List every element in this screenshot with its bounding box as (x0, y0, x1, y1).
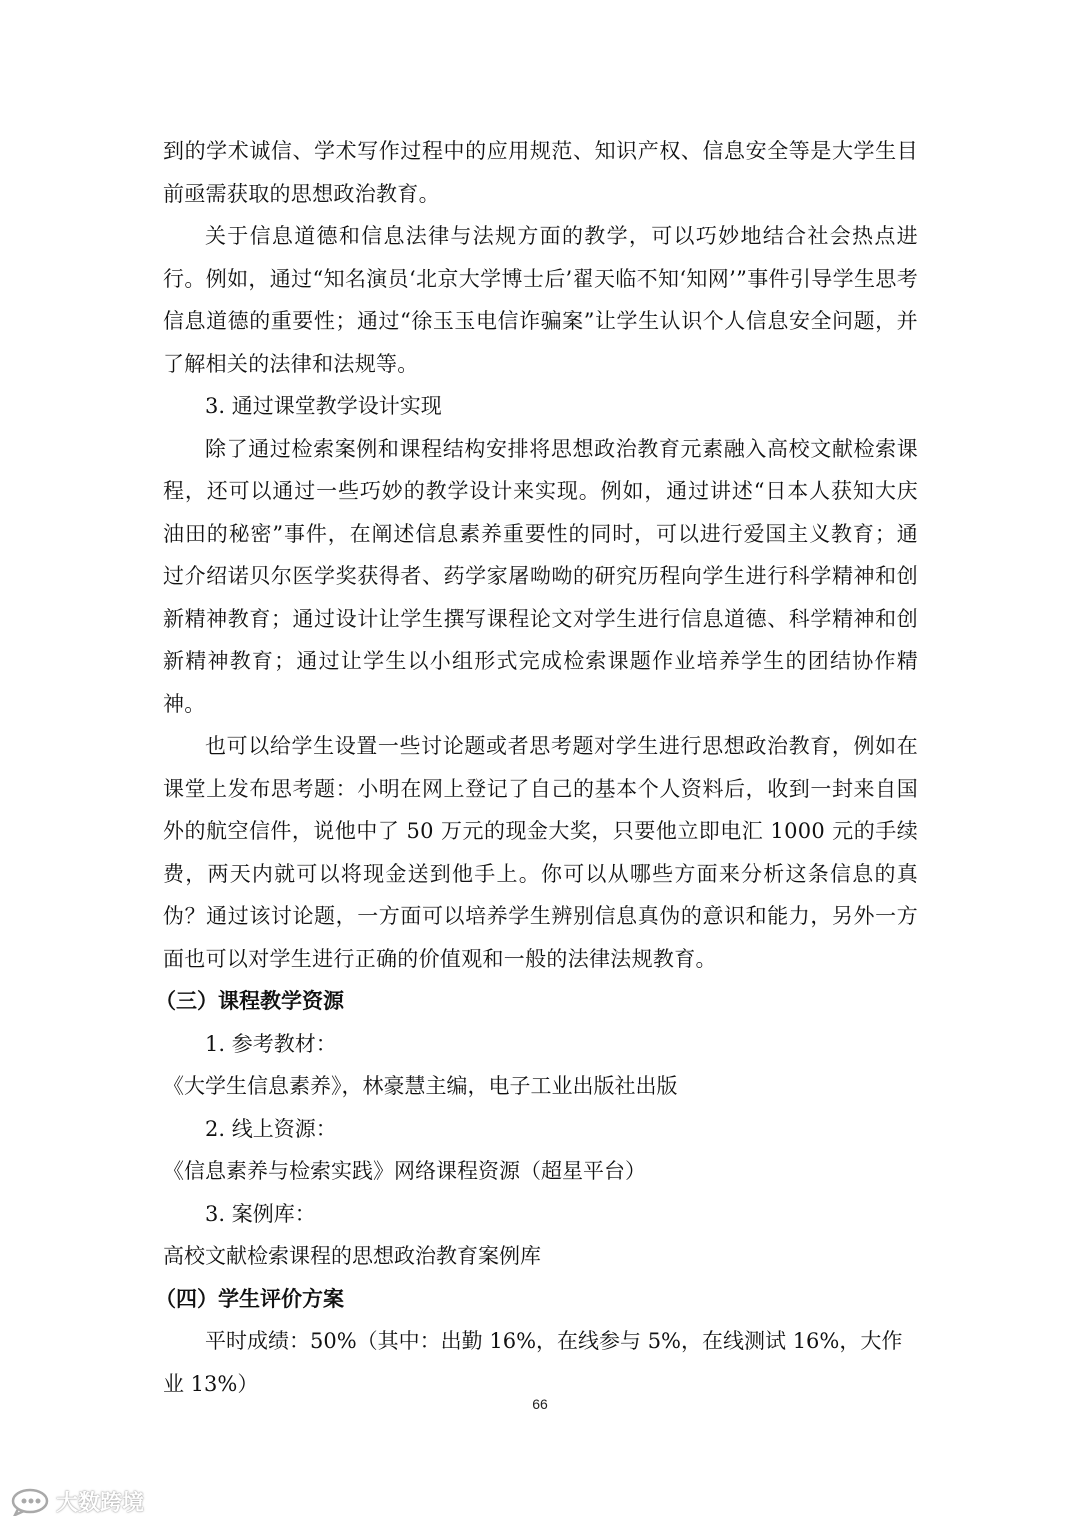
watermark (10, 1486, 144, 1517)
paragraph-teaching-design: 除了通过检索案例和课程结构安排将思想政治教育元素融入高校文献检索课程，还可以通过一些巧妙的教学设计来实现。例如，通过讲述“日本人获知大庆油田的秘密”事件，在阐述信息素养重要性的同时，可以进行爱国主义教育；通过介绍诺贝尔医学奖获得者、药学家屠呦呦的研究历程向学生进行科学精神和创新精神教育；通过设计让学生撰写课程论文对学生进行信息道德、科学精神和创新精神教育；通过让学生以小组形式完成检索课题作业培养学生的团结协作精神。 (163, 436, 918, 716)
list-item-classroom-design: 3. 通过课堂教学设计实现 (205, 394, 442, 418)
resource-value-online: 《信息素养与检索实践》网络课程资源（超星平台） (163, 1159, 646, 1183)
page-content (155, 130, 918, 1405)
watermark-text: 大数跨境 (56, 1491, 145, 1516)
resource-label-textbook: 1. 参考教材： (205, 1031, 337, 1056)
resource-label-case-library: 3. 案例库： (205, 1201, 316, 1226)
resource-value-textbook: 《大学生信息素养》，林豪慧主编，电子工业出版社出版 (163, 1074, 678, 1098)
chat-bubble-logo-icon (10, 1488, 50, 1516)
page-number: 66 (532, 1396, 548, 1412)
paragraph-information-ethics: 关于信息道德和信息法律与法规方面的教学，可以巧妙地结合社会热点进行。例如，通过“知名演员‘北京大学博士后’翟天临不知‘知网’”事件引导学生思考信息道德的重要性；通过“徐玉玉电信诈骗案”让学生认识个人信息安全问题，并了解相关的法律和法规等。 (163, 224, 918, 376)
resource-label-online: 2. 线上资源： (205, 1116, 337, 1141)
section-heading-teaching-resources: （三）课程教学资源 (155, 989, 344, 1013)
paragraph-intro: 到的学术诚信、学术写作过程中的应用规范、知识产权、信息安全等是大学生目前亟需获取的思想政治教育。 (163, 139, 918, 206)
paragraph-discussion-questions: 也可以给学生设置一些讨论题或者思考题对学生进行思想政治教育，例如在课堂上发布思考题：小明在网上登记了自己的基本个人资料后，收到一封来自国外的航空信件，说他中了 50 万元的现金大奖，只要他立即电汇 1000 元的手续费，两天内就可以将现金送到他手上。你可以从哪些方面来分析这条信息的真伪？通过该讨论题，一方面可以培养学生辨别信息真伪的意识和能力，另外一方面也可以对学生进行正确的价值观和一般的法律法规教育。 (163, 734, 918, 971)
section-heading-evaluation: （四）学生评价方案 (155, 1286, 344, 1311)
resource-value-case-library: 高校文献检索课程的思想政治教育案例库 (163, 1244, 541, 1268)
evaluation-regular-score: 平时成绩：50%（其中：出勤 16%，在线参与 5%，在线测试 16%，大作业 13%） (163, 1329, 903, 1396)
